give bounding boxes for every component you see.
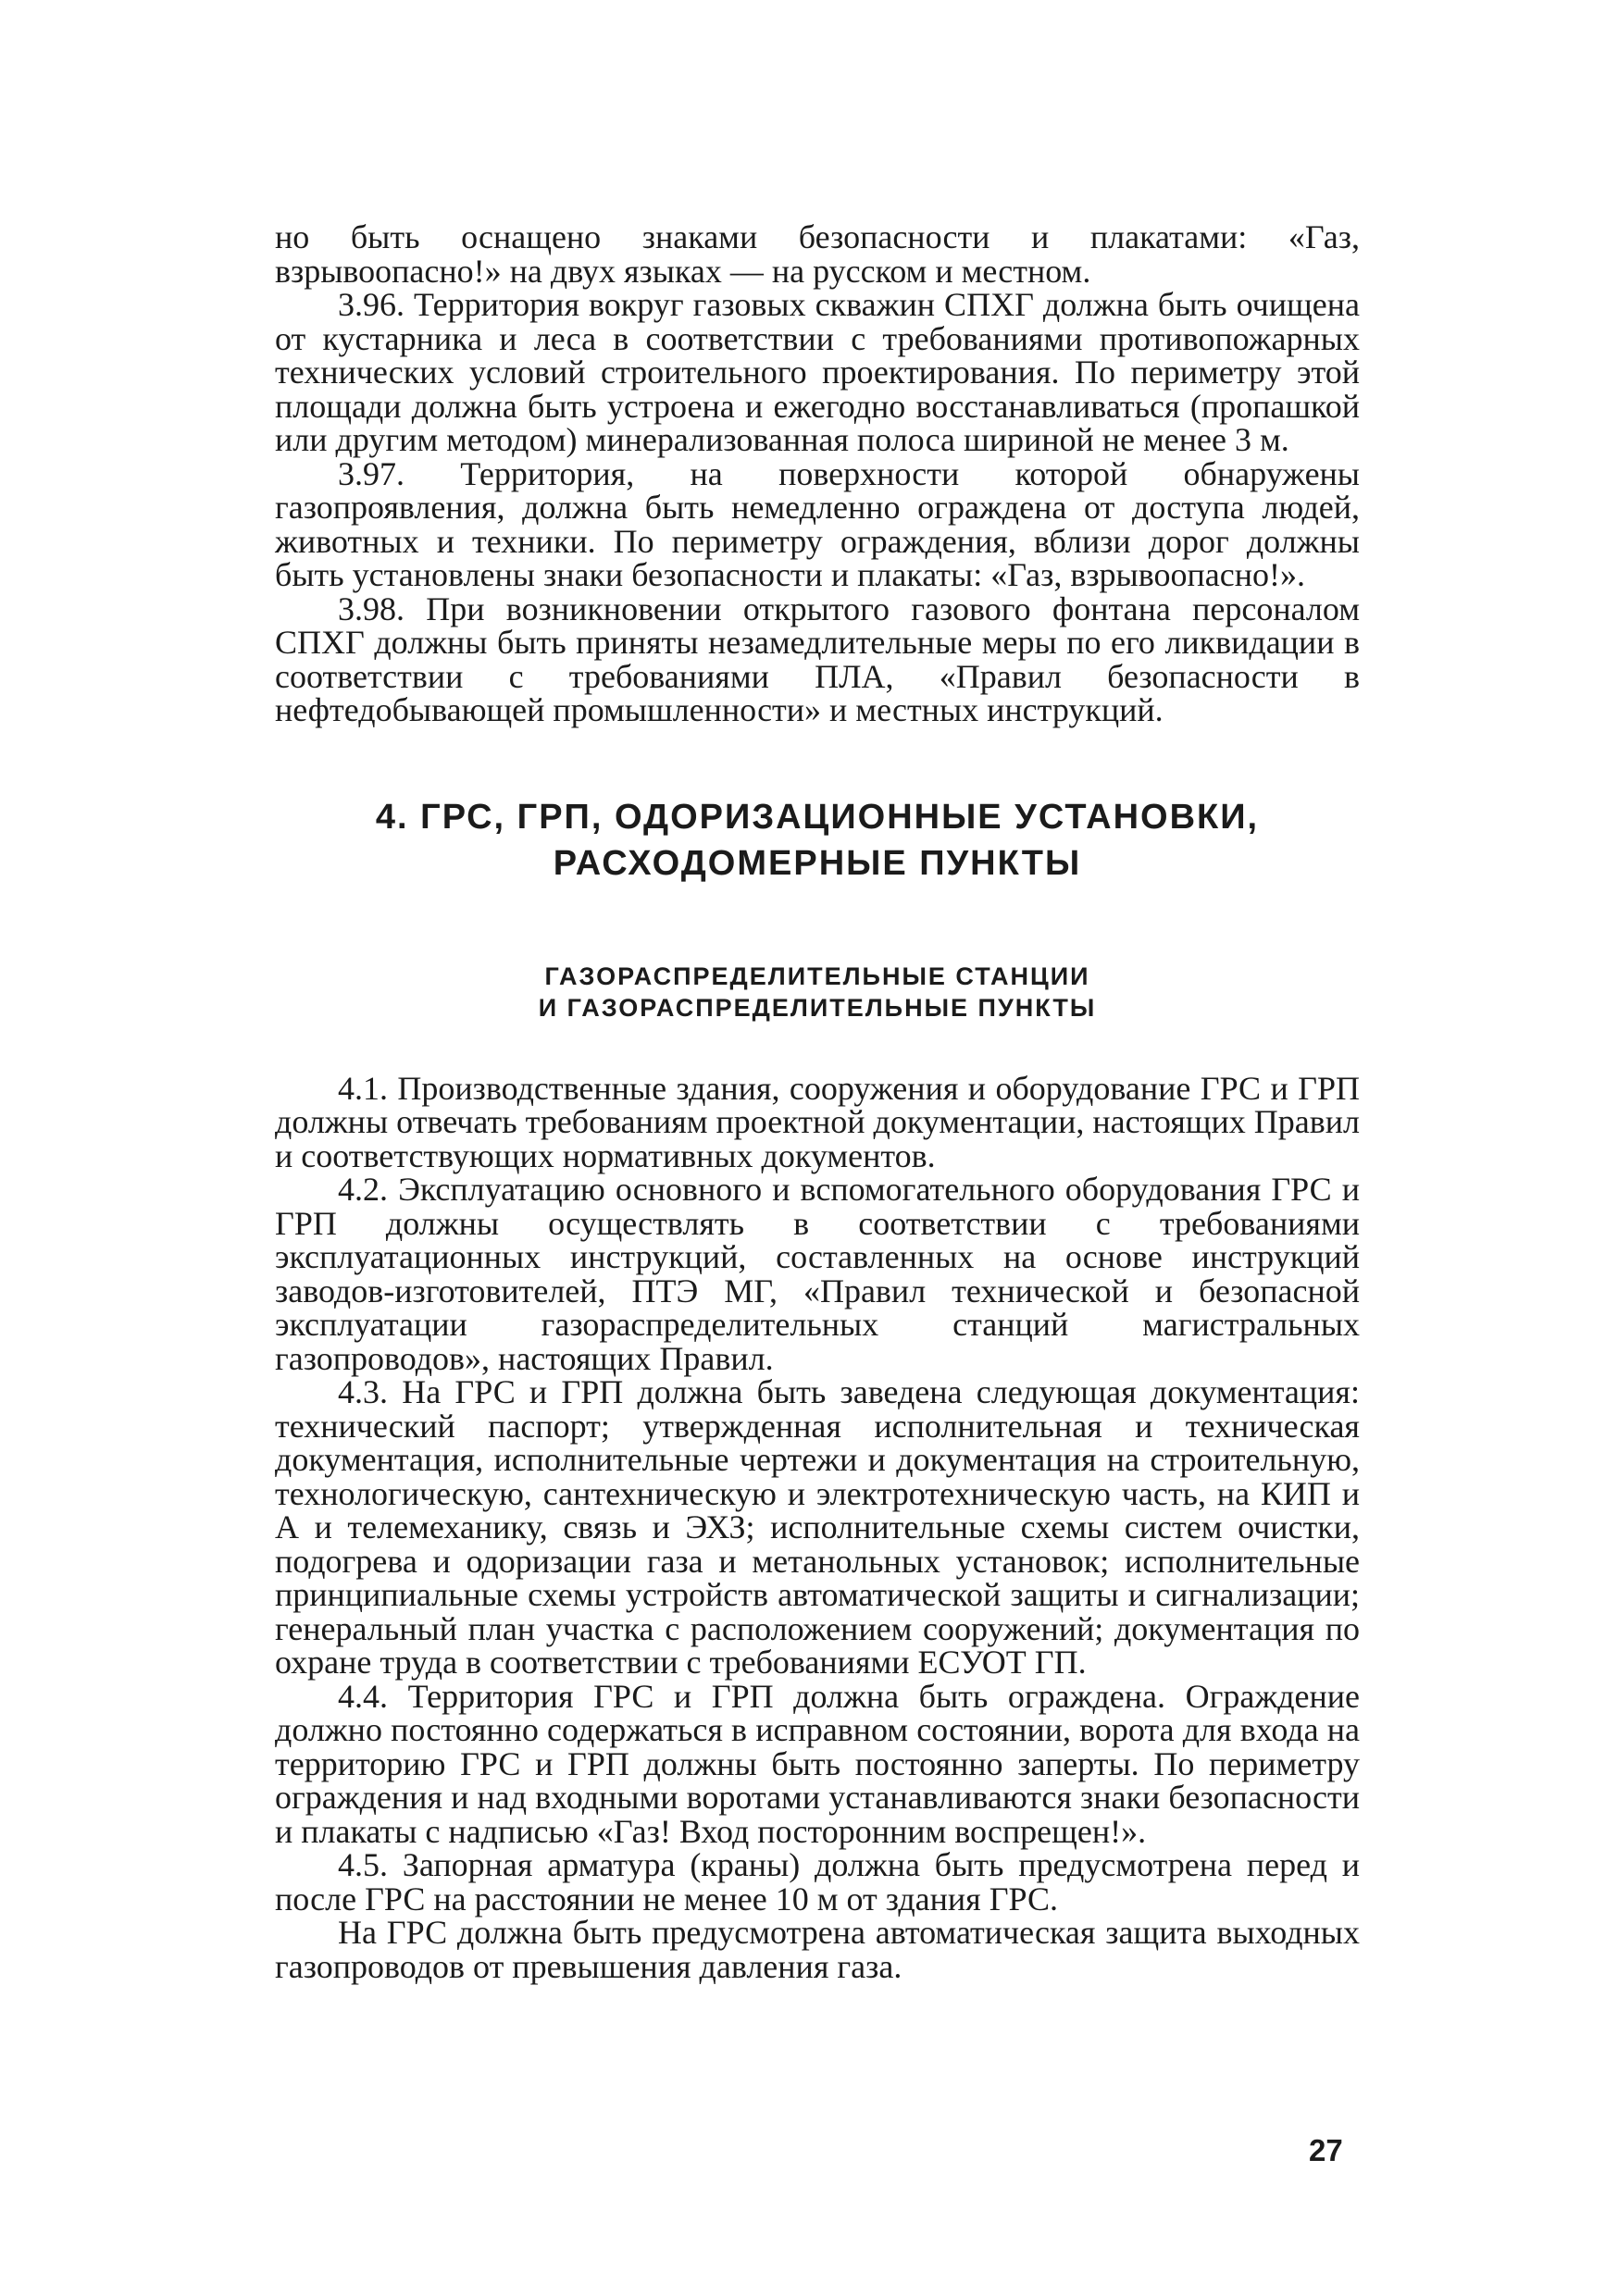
subsection-title-line-2: И ГАЗОРАСПРЕДЕЛИТЕЛЬНЫЕ ПУНКТЫ — [538, 993, 1097, 1022]
section-title — [275, 794, 1360, 887]
paragraph: но быть оснащено знаками безопасности и плакатами: «Газ, взрывоопасно!» на двух языках — на русском и местном. — [275, 218, 1360, 290]
page-content — [275, 220, 1360, 1983]
subsection-title-line-1: ГАЗОРАСПРЕДЕЛИТЕЛЬНЫЕ СТАНЦИИ — [544, 962, 1090, 990]
page-number: 27 — [1309, 2133, 1343, 2167]
section-title-line-1: 4. ГРС, ГРП, ОДОРИЗАЦИОННЫЕ УСТАНОВКИ, — [375, 797, 1260, 837]
paragraph-4-2: 4.2. Эксплуатацию основного и вспомогательного оборудования ГРС и ГРП должны осуществлять в соответствии с требованиями эксплуатационных инструкций, составленных на основе инструкций заводов-изготовителей, ПТЭ МГ, «Правил технической и безопасной эксплуатации газораспределительных станций магистральных газопроводов», настоящих Правил. — [275, 1171, 1360, 1377]
paragraph-4-1: 4.1. Производственные здания, сооружения и оборудование ГРС и ГРП должны отвечать требованиям проектной документации, настоящих Правил и соответствующих нормативных документов. — [275, 1069, 1360, 1174]
paragraph-4-5: 4.5. Запорная арматура (краны) должна быть предусмотрена перед и после ГРС на расстоянии не менее 10 м от здания ГРС. — [275, 1846, 1360, 1917]
paragraph-4-4: 4.4. Территория ГРС и ГРП должна быть ограждена. Ограждение должно постоянно содержаться в исправном состоянии, ворота для входа на территорию ГРС и ГРП должны быть постоянно заперты. По периметру ограждения и над входными воротами устанавливаются знаки безопасности и плакаты с надписью «Газ! Вход посторонним воспрещен!». — [275, 1677, 1360, 1850]
section-title-line-2: РАСХОДОМЕРНЫЕ ПУНКТЫ — [553, 843, 1082, 883]
paragraph-4-3: 4.3. На ГРС и ГРП должна быть заведена следующая документация: технический паспорт; утвержденная исполнительная и техническая документация, исполнительные чертежи и документация на строительную, технологическую, сантехническую и электротехническую часть, на КИП и А и телемеханику, связь и ЭХЗ; исполнительные схемы систем очистки, подогрева и одоризации газа и метанольных установок; исполнительные принципиальные схемы устройств автоматической защиты и сигнализации; генеральный план участка с расположением сооружений; документация по охране труда в соответствии с требованиями ЕСУОТ ГП. — [275, 1373, 1360, 1681]
subsection-title — [275, 961, 1360, 1024]
paragraph-4-5-continued: На ГРС должна быть предусмотрена автоматическая защита выходных газопроводов от превышения давления газа. — [275, 1914, 1360, 1985]
paragraph-3-98: 3.98. При возникновении открытого газового фонтана персоналом СПХГ должны быть приняты незамедлительные меры по его ликвидации в соответствии с требованиями ПЛА, «Правил безопасности в нефтедобывающей промышленности» и местных инструкций. — [275, 590, 1360, 728]
paragraph-3-96: 3.96. Территория вокруг газовых скважин СПХГ должна быть очищена от кустарника и леса в соответствии с требованиями противопожарных технических условий строительного проектирования. По периметру этой площади должна быть устроена и ежегодно восстанавливаться (пропашкой или другим методом) минерализованная полоса шириной не менее 3 м. — [275, 286, 1360, 458]
paragraph-3-97: 3.97. Территория, на поверхности которой обнаружены газопроявления, должна быть немедленно ограждена от доступа людей, животных и техники. По периметру ограждения, вблизи дорог должны быть установлены знаки безопасности и плакаты: «Газ, взрывоопасно!». — [275, 454, 1360, 593]
